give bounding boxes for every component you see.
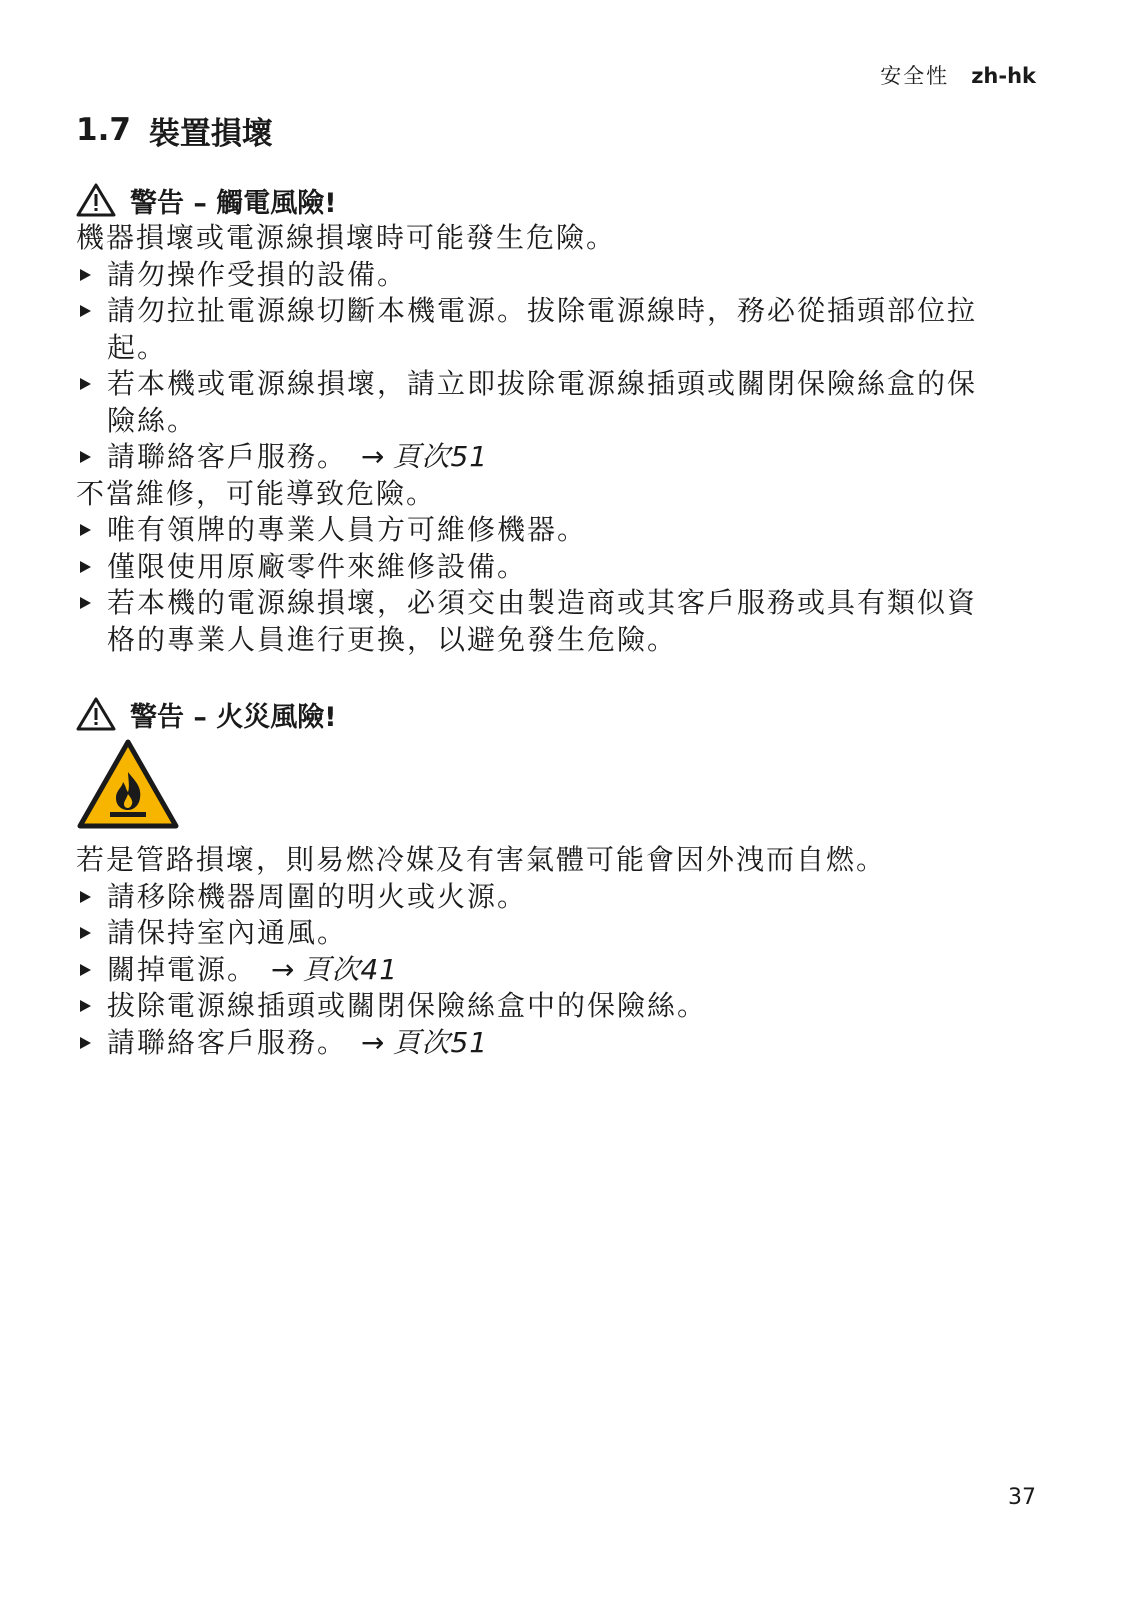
bullet-arrow-icon: [80, 269, 91, 281]
list-item: [76, 915, 1056, 952]
page-number: 37: [1008, 1485, 1036, 1510]
page-header: [880, 60, 1036, 90]
list-item-text: 若本機的電源線損壞，必須交由製造商或其客戶服務或具有類似資: [107, 586, 978, 619]
warning-title-text: 警告 – 火災風險!: [130, 701, 337, 733]
list-item: [76, 512, 1056, 549]
warning-intro: 若是管路損壞，則易燃冷媒及有害氣體可能會因外洩而自燃。: [76, 843, 887, 876]
list-item: [76, 879, 1056, 916]
page-reference: 頁次41: [302, 952, 399, 986]
warning-intro: 機器損壞或電源線損壞時可能發生危險。: [76, 221, 617, 254]
list-item: [76, 585, 1056, 658]
bullet-arrow-icon: [80, 964, 91, 976]
warning-action-list-2: [76, 512, 1056, 658]
header-section-title: 安全性: [880, 64, 950, 88]
page-content: [76, 106, 1056, 1061]
header-language-code: zh-hk: [971, 64, 1036, 88]
list-item: [76, 293, 1056, 366]
list-item-text: 請勿操作受損的設備。: [107, 257, 408, 291]
reference-arrow: →: [361, 440, 387, 473]
warning-title: [76, 694, 1056, 734]
bullet-arrow-icon: [80, 927, 91, 939]
warning-intro-2: 不當維修，可能導致危險。: [76, 476, 437, 510]
list-item-text: 拔除電源線插頭或關閉保險絲盒中的保險絲。: [107, 989, 708, 1022]
warning-action-list: [76, 257, 1056, 476]
reference-arrow: →: [271, 952, 297, 986]
bullet-arrow-icon: [80, 597, 91, 609]
warning-fire: [76, 694, 1056, 1061]
section-number: 1.7: [76, 112, 131, 148]
page-reference: 頁次51: [392, 1025, 489, 1059]
list-item-text: 請聯絡客戶服務。: [107, 1025, 348, 1059]
list-item: [76, 988, 1056, 1025]
bullet-arrow-icon: [80, 1000, 91, 1012]
list-item-text: 請移除機器周圍的明火或火源。: [107, 879, 528, 913]
list-item-text: 請勿拉扯電源線切斷本機電源。拔除電源線時，務必從插頭部位拉: [107, 294, 978, 327]
bullet-arrow-icon: [80, 561, 91, 573]
warning-title-text: 警告 – 觸電風險!: [130, 187, 337, 219]
flammable-warning-sign-icon: [76, 738, 180, 830]
warning-electric-shock: [76, 180, 1056, 658]
list-item-text: 僅限使用原廠零件來維修設備。: [107, 549, 528, 583]
warning-triangle-icon: [76, 697, 116, 731]
section-heading: [76, 106, 1056, 154]
warning-action-list: [76, 879, 1056, 1062]
list-item-text: 起。: [107, 330, 168, 364]
list-item: [76, 439, 1056, 476]
page-reference: 頁次51: [392, 440, 489, 473]
reference-arrow: →: [361, 1025, 387, 1059]
bullet-arrow-icon: [80, 891, 91, 903]
list-item-text: 若本機或電源線損壞，請立即拔除電源線插頭或關閉保險絲盒的保: [107, 367, 978, 400]
bullet-arrow-icon: [80, 378, 91, 390]
bullet-arrow-icon: [80, 451, 91, 463]
list-item-text: 關掉電源。: [107, 952, 258, 986]
list-item: [76, 366, 1056, 439]
list-item: [76, 952, 1056, 989]
bullet-arrow-icon: [80, 1037, 91, 1049]
list-item-text: 險絲。: [107, 403, 198, 437]
list-item-text: 請保持室內通風。: [107, 916, 348, 949]
warning-title: [76, 180, 1056, 220]
list-item: [76, 257, 1056, 294]
section-title: 裝置損壞: [148, 115, 273, 152]
list-item: [76, 549, 1056, 586]
list-item: [76, 1025, 1056, 1062]
bullet-arrow-icon: [80, 524, 91, 536]
bullet-arrow-icon: [80, 305, 91, 317]
list-item-text: 請聯絡客戶服務。: [107, 440, 348, 473]
list-item-text: 格的專業人員進行更換，以避免發生危險。: [107, 622, 678, 656]
list-item-text: 唯有領牌的專業人員方可維修機器。: [107, 513, 588, 546]
warning-triangle-icon: [76, 183, 116, 217]
